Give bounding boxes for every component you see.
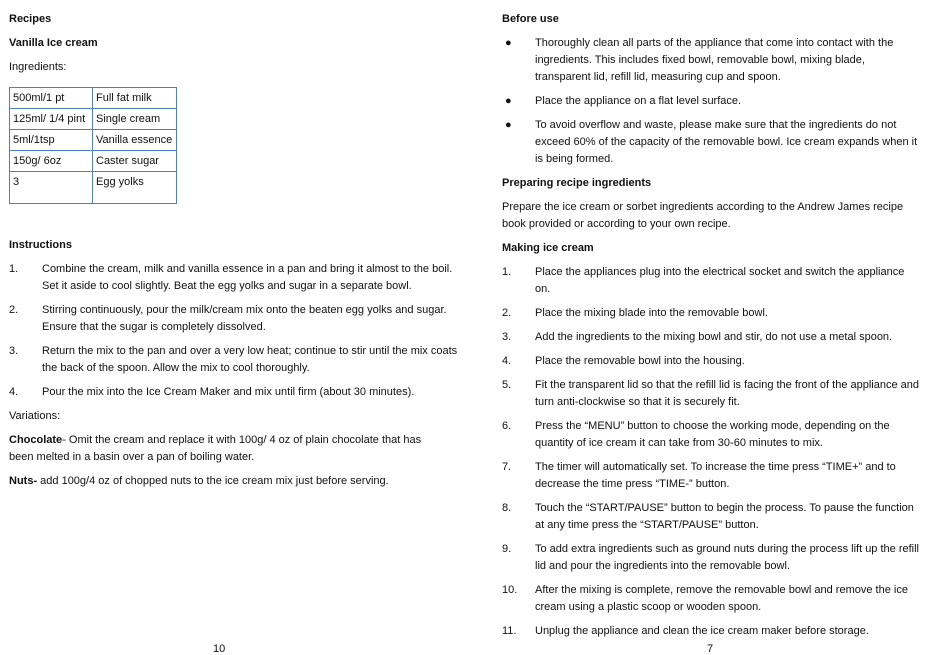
bullet-icon: ● [505,95,512,107]
bullet-text: Place the appliance on a flat level surface. [535,95,742,107]
list-item [9,384,470,401]
step-number: 7. [502,461,512,473]
step-text: Place the removable bowl into the housing. [535,355,745,367]
variation-chocolate-text: - Omit the cream and replace it with 100g/ 4 oz of plain chocolate that has been melted in a basin over a pan of boiling water. [9,434,422,463]
left-page [0,0,470,655]
step-text: Fit the transparent lid so that the refill lid is facing the front of the appliance and turn anti-clockwise so that it is securely fit. [535,379,920,408]
list-item [502,500,922,534]
list-item [9,261,470,295]
preparing-heading: Preparing recipe ingredients [502,177,652,189]
list-item [9,302,470,336]
step-number: 9. [502,543,512,555]
step-text: Place the mixing blade into the removable bowl. [535,307,768,319]
ingredient-quantity: 5ml/1tsp [10,130,93,151]
making-steps-list [502,264,922,640]
instructions-list [9,261,470,401]
step-number: 11. [502,625,517,637]
before-use-list [502,35,922,168]
preparing-text: Prepare the ice cream or sorbet ingredients according to the Andrew James recipe book provided or according to your own recipe. [502,201,904,230]
variation-nuts-label: Nuts- [9,475,38,487]
list-item [502,329,922,346]
list-item [9,343,470,377]
step-text: After the mixing is complete, remove the removable bowl and remove the ice cream using a plastic scoop or wooden spoon. [535,584,908,613]
right-page [493,0,950,655]
list-item [502,582,922,616]
step-text: Stirring continuously, pour the milk/cream mix onto the beaten egg yolks and sugar. Ensure that the sugar is completely dissolved. [42,304,447,333]
ingredient-name: Vanilla essence [93,130,177,151]
ingredient-name: Full fat milk [93,88,177,109]
ingredient-name: Caster sugar [93,151,177,172]
ingredient-name: Single cream [93,109,177,130]
list-item [502,541,922,575]
list-item [502,623,922,640]
recipes-heading: Recipes [9,13,52,25]
step-text: Return the mix to the pan and over a very low heat; continue to stir until the mix coats the back of the spoon. Allow the mix to cool thoroughly. [42,345,458,374]
step-number: 2. [502,307,512,319]
step-text: The timer will automatically set. To increase the time press “TIME+” and to decrease the time press “TIME-” button. [535,461,896,490]
right-page-number: 7 [707,643,714,655]
step-number: 4. [502,355,512,367]
table-row [10,109,177,130]
step-number: 6. [502,420,512,432]
list-item [502,377,922,411]
ingredient-quantity: 3 [10,172,93,204]
instructions-heading: Instructions [9,239,72,251]
step-number: 10. [502,584,518,596]
list-item [502,93,922,110]
bullet-icon: ● [505,119,512,131]
bullet-text: To avoid overflow and waste, please make sure that the ingredients do not exceed 60% of the capacity of the removable bowl. Ice cream expands when it is being formed. [535,119,918,165]
step-text: Press the “MENU” button to choose the working mode, depending on the quantity of ice cream it can take from 30-60 minutes to mix. [535,420,890,449]
step-number: 1. [9,263,19,275]
before-use-heading: Before use [502,13,559,25]
variation-chocolate-label: Chocolate [9,434,63,446]
step-number: 3. [502,331,512,343]
ingredient-quantity: 125ml/ 1/4 pint [10,109,93,130]
step-number: 3. [9,345,19,357]
step-number: 2. [9,304,19,316]
step-text: To add extra ingredients such as ground nuts during the process lift up the refill lid and pour the ingredients into the removable bowl. [535,543,920,572]
table-row [10,172,177,204]
step-number: 8. [502,502,512,514]
list-item [502,264,922,298]
step-number: 5. [502,379,512,391]
table-row [10,88,177,109]
table-row [10,130,177,151]
step-text: Pour the mix into the Ice Cream Maker and mix until firm (about 30 minutes). [42,386,415,398]
ingredient-quantity: 150g/ 6oz [10,151,93,172]
bullet-text: Thoroughly clean all parts of the appliance that come into contact with the ingredients. This includes fixed bowl, removable bowl, mixing blade, transparent lid, refill lid, measuring cup and spoon. [535,37,894,83]
variations-label: Variations: [9,410,61,422]
ingredient-name: Egg yolks [93,172,177,204]
bullet-icon: ● [505,37,512,49]
step-text: Place the appliances plug into the electrical socket and switch the appliance on. [535,266,905,295]
ingredients-label: Ingredients: [9,61,67,73]
variation-nuts-text: add 100g/4 oz of chopped nuts to the ice cream mix just before serving. [37,475,389,487]
ingredient-quantity: 500ml/1 pt [10,88,93,109]
list-item [502,418,922,452]
list-item [502,353,922,370]
making-heading: Making ice cream [502,242,594,254]
variation-chocolate [9,432,429,466]
table-row [10,151,177,172]
step-text: Combine the cream, milk and vanilla essence in a pan and bring it almost to the boil. Set it aside to cool slightly. Beat the egg yolks and sugar in a separate bowl. [42,263,453,292]
step-number: 1. [502,266,512,278]
ingredients-table [9,87,177,204]
list-item [502,459,922,493]
variation-nuts [9,473,470,490]
step-text: Unplug the appliance and clean the ice cream maker before storage. [535,625,869,637]
left-page-number: 10 [213,643,226,655]
step-text: Touch the “START/PAUSE” button to begin the process. To pause the function at any time press the “START/PAUSE” button. [535,502,914,531]
list-item [502,35,922,86]
list-item [502,117,922,168]
list-item [502,305,922,322]
recipe-title: Vanilla Ice cream [9,37,98,49]
step-text: Add the ingredients to the mixing bowl and stir, do not use a metal spoon. [535,331,893,343]
step-number: 4. [9,386,19,398]
